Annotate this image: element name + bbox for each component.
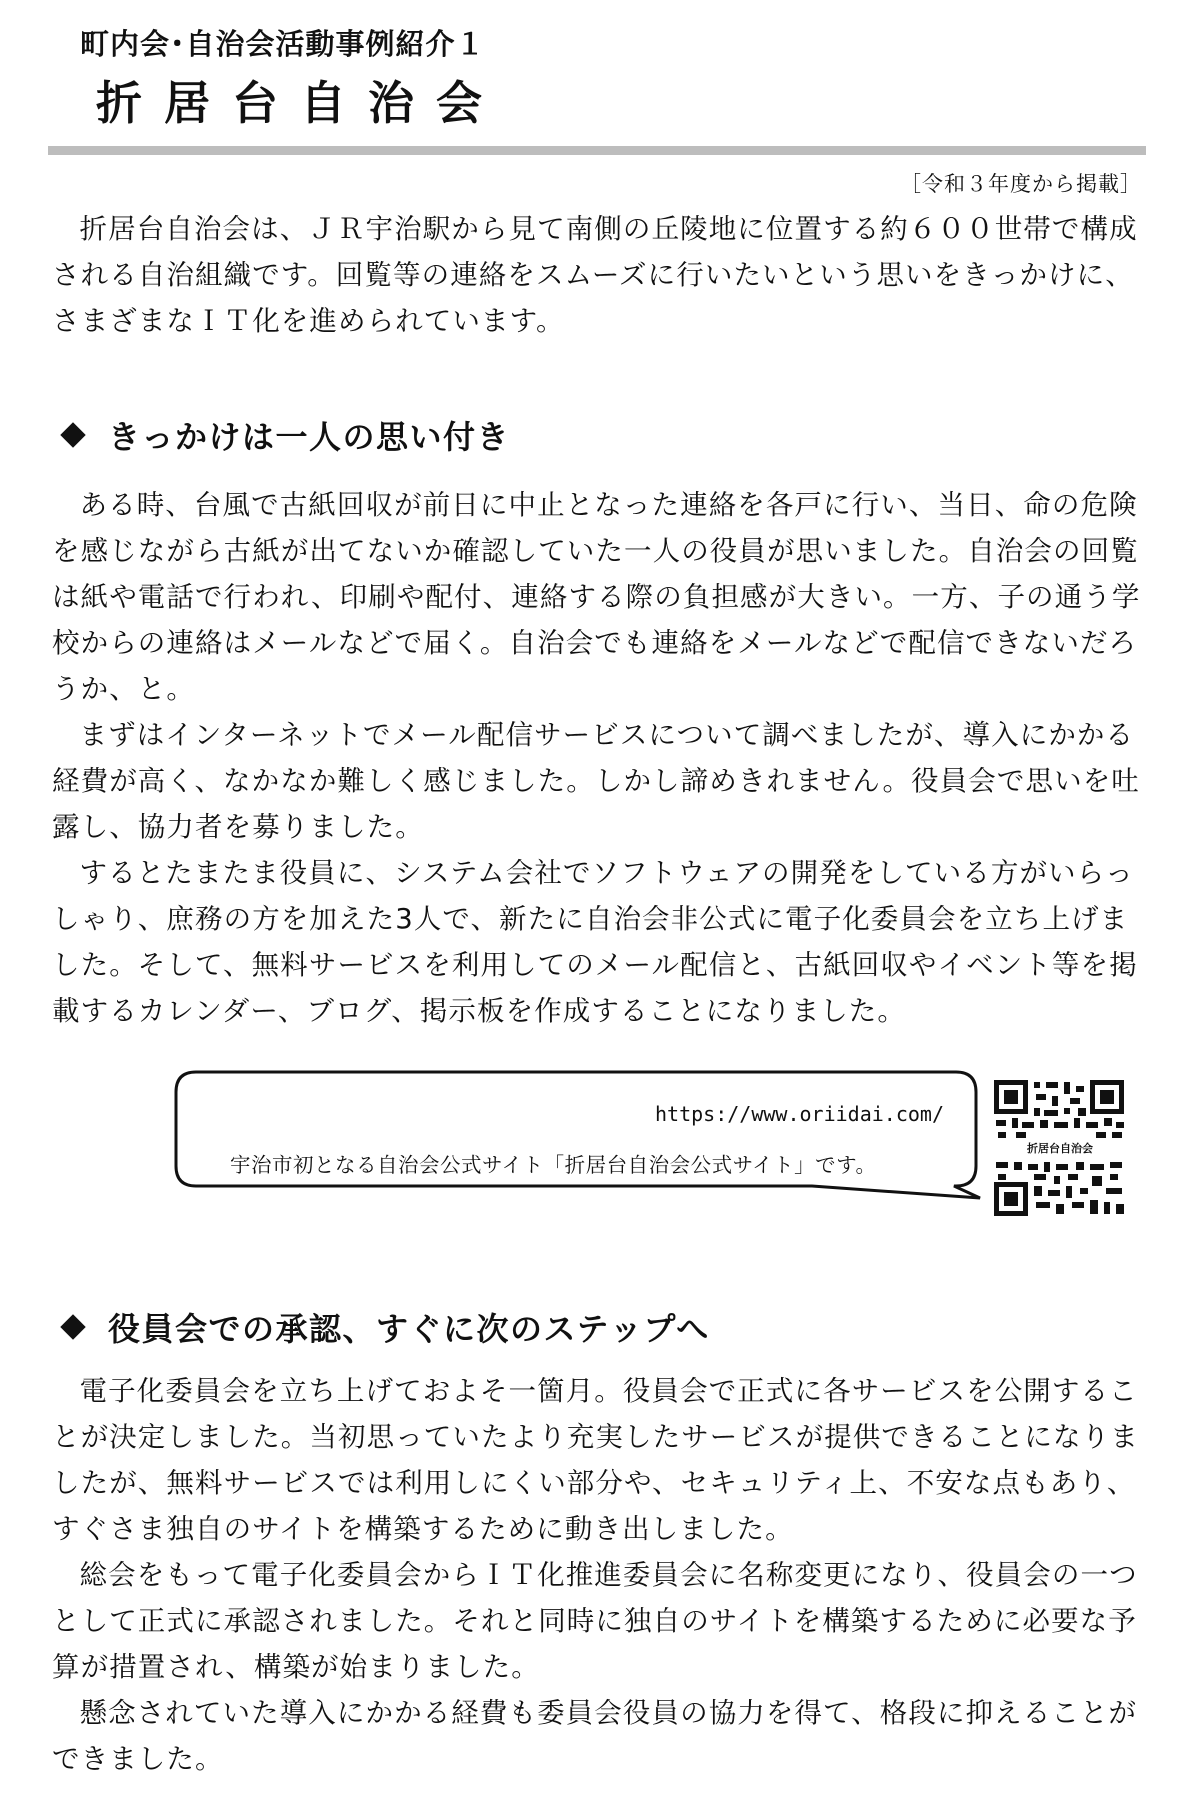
section-heading-2-text: 役員会での承認、すぐに次のステップへ: [108, 1310, 710, 1348]
section1-paragraph-1: ある時、台風で古紙回収が前日に中止となった連絡を各戸に行い、当日、命の危険を感じながら古紙が出てないか確認していた一人の役員が思いました。自治会の回覧は紙や電話で行われ、印刷や配付、連絡する際の負担感が大きい。一方、子の通う学校からの連絡はメールなどで届く。自治会でも連絡をメールなどで配信できないだろうか、と。: [52, 489, 1141, 705]
section1-paragraph-2: まずはインターネットでメール配信サービスについて調べましたが、導入にかかる経費が高く、なかなか難しく感じました。しかし諦めきれません。役員会で思いを吐露し、協力者を募りました。: [52, 719, 1140, 843]
diamond-bullet-icon: [60, 1314, 85, 1339]
website-url-link[interactable]: https://www.oriidai.com/: [655, 1102, 944, 1126]
intro-paragraph: 折居台自治会は、ＪＲ宇治駅から見て南側の丘陵地に位置する約６００世帯で構成される自治組織です。回覧等の連絡をスムーズに行いたいという思いをきっかけに、さまざまなＩＴ化を進められています。: [52, 213, 1138, 337]
article-kicker: 町内会･自治会活動事例紹介１: [80, 27, 486, 61]
qr-code[interactable]: [992, 1078, 1126, 1218]
diamond-bullet-icon: [60, 422, 85, 447]
section2-paragraph-3: 懸念されていた導入にかかる経費も委員会役員の協力を得て、格段に抑えることができました。: [52, 1697, 1138, 1775]
section2-paragraph-1: 電子化委員会を立ち上げておよそ一箇月。役員会で正式に各サービスを公開することが決定しました。当初思っていたより充実したサービスが提供できることになりましたが、無料サービスでは利用しにくい部分や、セキュリティ上、不安な点もあり、すぐさま独自のサイトを構築するために動き出しました。: [52, 1375, 1139, 1545]
website-caption: 宇治市初となる自治会公式サイト「折居台自治会公式サイト」です。: [230, 1153, 877, 1177]
qr-code-label: 折居台自治会: [1012, 1140, 1108, 1158]
section-heading-2: [56, 1304, 710, 1350]
article-title: 折居台自治会: [96, 76, 504, 130]
publication-note: ［令和３年度から掲載］: [900, 172, 1142, 196]
section2-paragraph-2: 総会をもって電子化委員会からＩＴ化推進委員会に名称変更になり、役員会の一つとして正式に承認されました。それと同時に独自のサイトを構築するために必要な予算が措置され、構築が始まりました。: [52, 1559, 1138, 1683]
website-callout-bubble: [176, 1072, 976, 1192]
title-underline: [48, 146, 1146, 155]
section1-paragraph-3: するとたまたま役員に、システム会社でソフトウェアの開発をしている方がいらっしゃり、庶務の方を加えた3人で、新たに自治会非公式に電子化委員会を立ち上げました。そして、無料サービスを利用してのメール配信と、古紙回収やイベント等を掲載するカレンダー、ブログ、掲示板を作成することになりました。: [52, 857, 1138, 1027]
section-heading-1: [56, 412, 510, 458]
speech-bubble-shape: [172, 1068, 992, 1218]
section-heading-1-text: きっかけは一人の思い付き: [108, 418, 511, 456]
